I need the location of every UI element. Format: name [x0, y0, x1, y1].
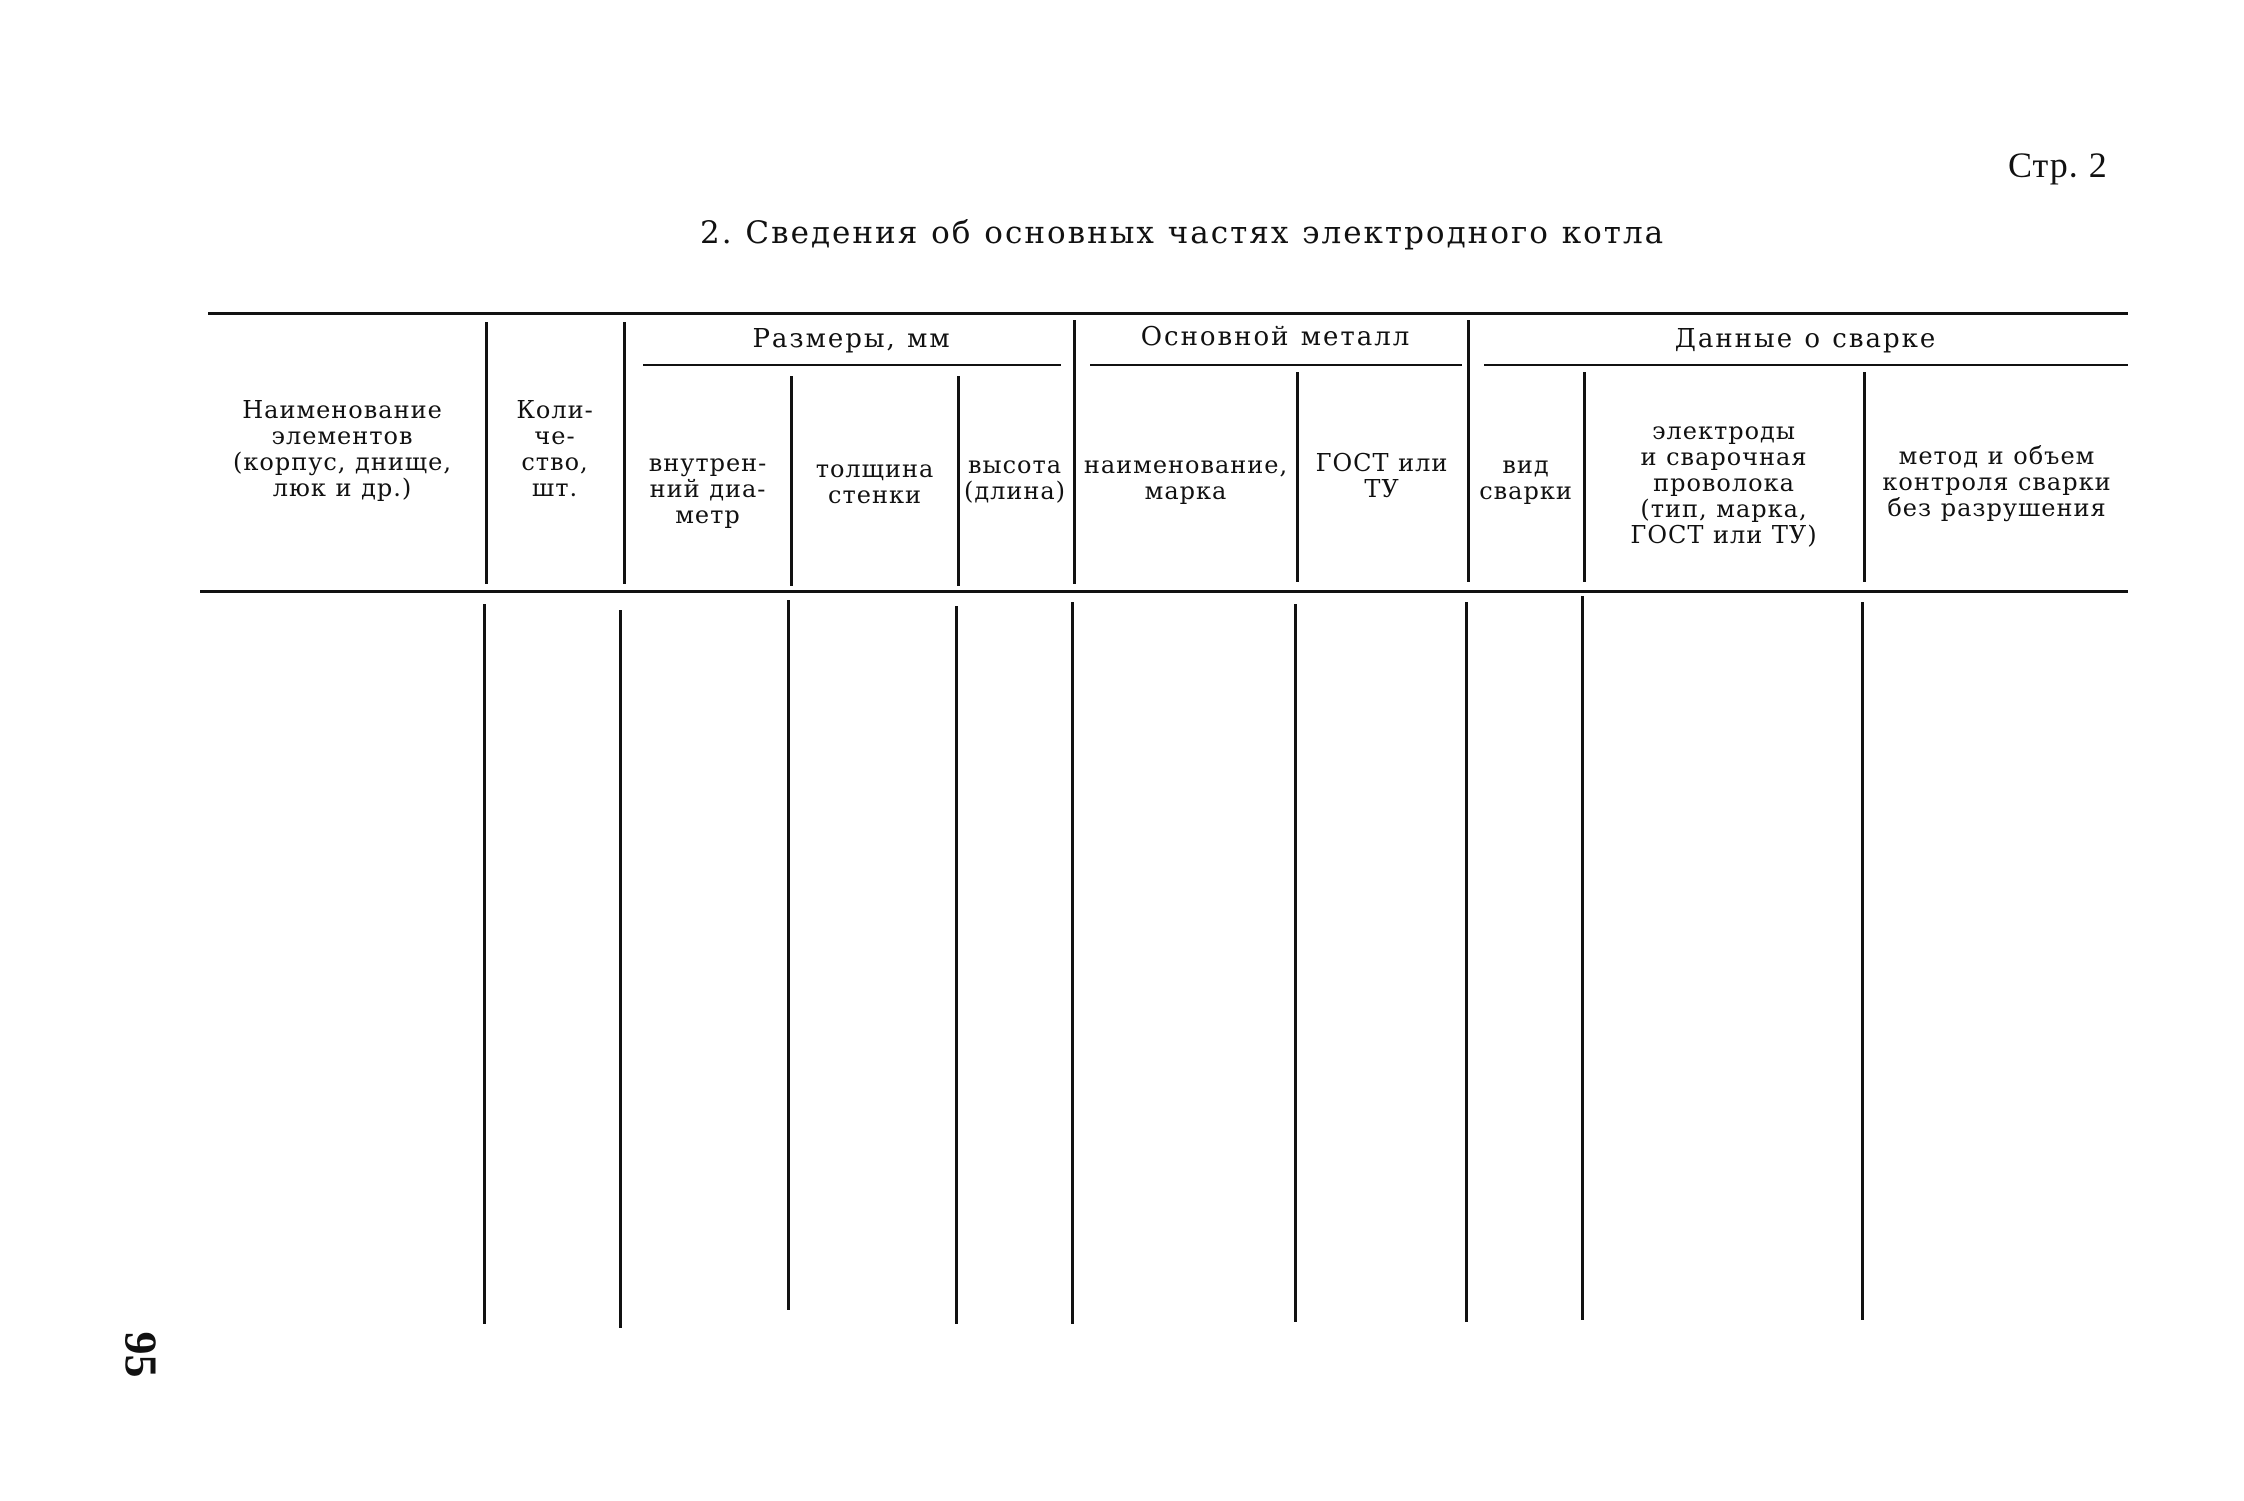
header-divider: [623, 322, 626, 584]
group-header-sizes: Размеры, мм: [752, 324, 952, 354]
column-rule: [955, 606, 958, 1324]
column-header-electrodes: электроды и сварочная проволока (тип, марка, ГОСТ или ТУ): [1630, 417, 1818, 549]
column-rule: [1465, 602, 1468, 1322]
header-divider: [790, 376, 793, 586]
column-rule: [1581, 596, 1584, 1320]
welding-group-underline: [1484, 364, 2128, 366]
header-divider: [1583, 372, 1586, 582]
column-header-metal-name: наименование, марка: [1083, 451, 1289, 505]
table-top-rule: [208, 312, 2128, 315]
column-header-element-name: Наименование элементов (корпус, днище, люк и др.): [233, 396, 452, 502]
group-header-welding: Данные о сварке: [1674, 324, 1938, 354]
column-header-control: метод и объем контроля сварки без разрушения: [1882, 442, 2112, 522]
header-divider: [485, 322, 488, 584]
column-rule: [1071, 602, 1074, 1324]
header-divider: [1467, 320, 1470, 582]
margin-page-number: 95: [115, 1331, 167, 1378]
column-header-inner-diameter: внутрен- ний диа- метр: [648, 449, 768, 529]
column-header-metal-gost: ГОСТ или ТУ: [1315, 449, 1449, 503]
column-rule: [619, 610, 622, 1328]
column-rule: [787, 600, 790, 1310]
column-rule: [1294, 604, 1297, 1322]
group-header-base-metal: Основной металл: [1140, 322, 1412, 352]
header-divider: [1073, 320, 1076, 584]
page-number: Стр. 2: [2008, 145, 2108, 185]
header-bottom-rule: [200, 590, 2128, 593]
column-header-wall-thickness: толщина стенки: [815, 455, 935, 509]
column-header-quantity: Коли- че- ство, шт.: [516, 396, 594, 502]
column-rule: [483, 604, 486, 1324]
column-header-height: высота (длина): [963, 451, 1067, 505]
sizes-group-underline: [643, 364, 1061, 366]
page-title: 2. Сведения об основных частях электродного котла: [700, 215, 1666, 251]
column-header-weld-type: вид сварки: [1479, 451, 1573, 505]
column-rule: [1861, 602, 1864, 1320]
metal-group-underline: [1090, 364, 1462, 366]
